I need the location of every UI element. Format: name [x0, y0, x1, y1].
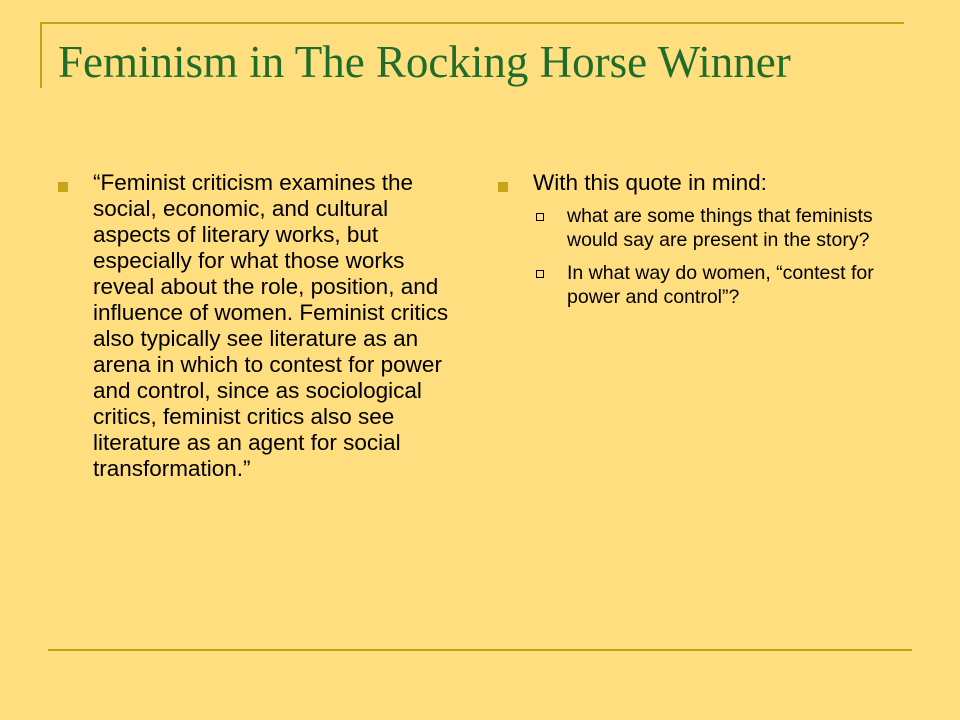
left-column: [58, 170, 468, 482]
feminist-criticism-quote: “Feminist criticism examines the social, economic, and cultural aspects of literary works, but especially for what those works reveal about the role, position, and influence of women. Feminist critics also typically see literature as an arena in which to contest for power and control, since as sociological critics, feminist critics also see literature as an agent for social transformation.”: [93, 170, 449, 481]
prompt-bullet: [498, 170, 898, 196]
decorative-top-rule: [40, 22, 904, 24]
question-list: [498, 204, 898, 309]
slide-title: Feminism in The Rocking Horse Winner: [58, 37, 791, 87]
square-bullet-icon: [498, 182, 508, 192]
hollow-square-bullet-icon: [536, 213, 544, 221]
right-column: [498, 170, 898, 318]
question-item: [536, 261, 898, 309]
square-bullet-icon: [58, 182, 68, 192]
question-item: [536, 204, 898, 252]
question-text: what are some things that feminists would say are present in the story?: [567, 205, 873, 251]
prompt-heading: With this quote in mind:: [533, 170, 767, 195]
decorative-bottom-rule: [48, 649, 912, 651]
quote-bullet: [58, 170, 468, 482]
hollow-square-bullet-icon: [536, 270, 544, 278]
question-text: In what way do women, “contest for power and control”?: [567, 262, 874, 308]
decorative-left-rule: [40, 22, 42, 88]
